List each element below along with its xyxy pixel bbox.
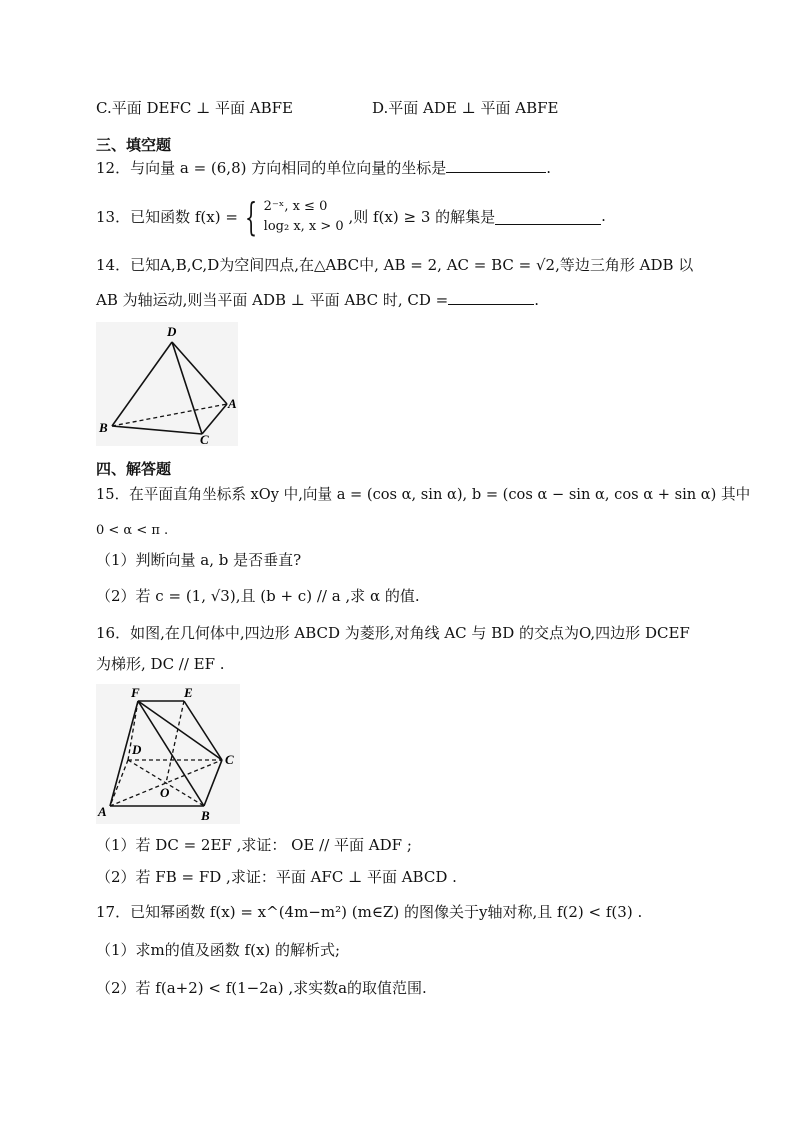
vertex-label-a: A — [98, 804, 107, 819]
vertex-label-d: D — [167, 324, 177, 339]
question-15-sub-2: （2）若 c = (1, √3),且 (b + c) // a ,求 α 的值. — [96, 587, 420, 605]
tetrahedron-figure — [96, 322, 238, 446]
vertex-label-a: A — [228, 396, 237, 411]
section-heading-solve: 四、解答题 — [96, 460, 172, 478]
answer-blank — [495, 209, 601, 225]
vertex-label-d: D — [132, 742, 142, 757]
polyhedron-figure — [96, 684, 240, 824]
q11-option-d: D.平面 ADE ⊥ 平面 ABFE — [372, 99, 559, 117]
question-13: 13．已知函数 f(x) = { 2⁻ˣ, x ≤ 0 log₂ x, x > 0 ,则 f(x) ≥ 3 的解集是 . — [96, 195, 606, 239]
question-16-line-1: 16．如图,在几何体中,四边形 ABCD 为菱形,对角线 AC 与 BD 的交点为O,四边形 DCEF — [96, 624, 690, 642]
question-17-sub-1: （1）求m的值及函数 f(x) 的解析式; — [96, 941, 341, 959]
piecewise-cases — [264, 197, 344, 237]
question-13-prefix: 13．已知函数 f(x) = — [96, 208, 238, 226]
question-14-line-1: 14．已知A,B,C,D为空间四点,在△ABC中, AB = 2, AC = BC = √2,等边三角形 ADB 以 — [96, 256, 694, 274]
answer-blank — [446, 157, 546, 173]
q11-option-c: C.平面 DEFC ⊥ 平面 ABFE — [96, 99, 293, 117]
question-14-line-2: AB 为轴运动,则当平面 ADB ⊥ 平面 ABC 时, CD = . — [96, 291, 539, 309]
piecewise-case-1: 2⁻ˣ, x ≤ 0 — [263, 199, 328, 214]
question-15-sub-1: （1）判断向量 a, b 是否垂直? — [96, 551, 302, 569]
question-12: 12．与向量 a = (6,8) 方向相同的单位向量的坐标是 . — [96, 159, 552, 177]
question-12-text: 12．与向量 a = (6,8) 方向相同的单位向量的坐标是 — [96, 159, 447, 177]
question-17-sub-2: （2）若 f(a+2) < f(1−2a) ,求实数a的取值范围. — [96, 979, 427, 997]
question-15-line-2: 0 < α < π . — [96, 523, 169, 538]
question-14-line-2-text: AB 为轴运动,则当平面 ADB ⊥ 平面 ABC 时, CD = — [96, 291, 449, 309]
question-16-line-2: 为梯形, DC // EF . — [96, 655, 225, 673]
vertex-label-e: E — [184, 685, 193, 700]
question-16-sub-1: （1）若 DC = 2EF ,求证： OE // 平面 ADF ; — [96, 836, 412, 854]
answer-blank — [448, 289, 534, 305]
piecewise-brace: { — [244, 195, 257, 239]
vertex-label-c: C — [200, 432, 209, 446]
section-heading-fill-blank: 三、填空题 — [96, 136, 172, 154]
question-15-line-1: 15．在平面直角坐标系 xOy 中,向量 a = (cos α, sin α), b = (cos α − sin α, cos α + sin α) 其中 — [96, 486, 751, 503]
vertex-label-o: O — [160, 785, 170, 800]
vertex-label-b: B — [201, 808, 210, 823]
question-17-line-1: 17．已知幂函数 f(x) = x^(4m−m²) (m∈Z) 的图像关于y轴对称,且 f(2) < f(3) . — [96, 903, 643, 921]
vertex-label-b: B — [99, 420, 108, 435]
question-13-suffix: ,则 f(x) ≥ 3 的解集是 — [348, 208, 496, 226]
piecewise-case-2: log₂ x, x > 0 — [263, 219, 344, 234]
question-16-sub-2: （2）若 FB = FD ,求证：平面 AFC ⊥ 平面 ABCD . — [96, 868, 457, 886]
vertex-label-c: C — [225, 752, 234, 767]
vertex-label-f: F — [131, 685, 140, 700]
